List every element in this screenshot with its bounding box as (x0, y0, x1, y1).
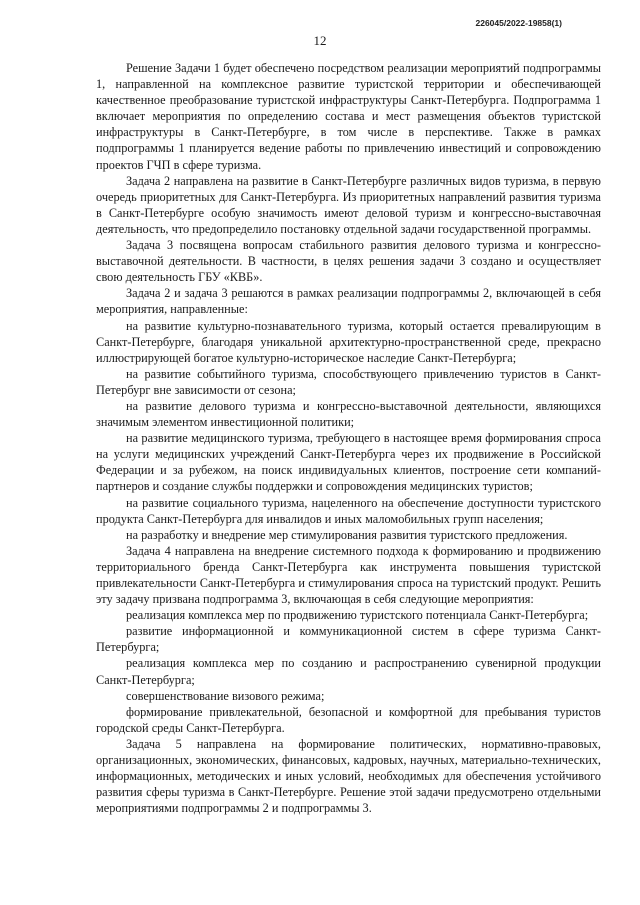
list-item: на развитие медицинского туризма, требующего в настоящее время формирования спроса на услуги медицинских учреждений Санкт-Петербурга через их продвижение в Российской Федерации и за рубежом, на поиск индивидуальных клиентов, построение сети компаний-партнеров и создание службы поддержки и сопровождения медицинских туристов; (96, 431, 601, 494)
paragraph-task-2: Задача 2 направлена на развитие в Санкт-Петербурге различных видов туризма, в первую очередь приоритетных для Санкт-Петербурга. Из приоритетных направлений развития туризма в Санкт-Петербурге особую значимость имеют деловой туризм и конгрессно-выставочная деятельность, что предопределило постановку отдельной задачи государственной программы. (96, 173, 601, 236)
paragraph-task-1: Решение Задачи 1 будет обеспечено посредством реализации мероприятий подпрограммы 1, направленной на комплексное развитие туристской территории и обеспечивающей качественное преобразование туристской инфраструктуры Санкт-Петербурга. Подпрограмма 1 включает мероприятия по определению состава и мест размещения объектов туристской инфраструктуры в Санкт-Петербурге, в том числе в перспективе. Также в рамках подпрограммы 1 планируется ведение работы по привлечению инвестиций и сопровождению проектов ГЧП в сфере туризма. (96, 61, 601, 172)
list-item: на разработку и внедрение мер стимулирования развития туристского предложения. (126, 527, 568, 542)
list-item: развитие информационной и коммуникационной систем в сфере туризма Санкт-Петербурга; (96, 624, 601, 655)
paragraph-task-5: Задача 5 направлена на формирование политических, нормативно-правовых, организационных, экономических, финансовых, кадровых, научных, материально-технических, информационных, методических и иных условий, необходимых для обеспечения устойчивого развития сферы туризма в Санкт-Петербурге. Решение этой задачи предусмотрено отдельными мероприятиями подпрограммы 2 и подпрограммы 3. (96, 736, 601, 816)
document-registration-number: 226045/2022-19858(1) (475, 18, 562, 28)
paragraph-task-3: Задача 3 посвящена вопросам стабильного развития делового туризма и конгрессно-выставочной деятельности. В частности, в целях решения задачи 3 создано и осуществляет свою деятельность ГБУ «КВБ». (96, 238, 601, 285)
list-item: на развитие культурно-познавательного туризма, который остается превалирующим в Санкт-Петербурге, благодаря уникальной архитектурно-пространственной среде, прекрасно иллюстрирующей богатое культурно-историческое наследие Санкт-Петербурга; (96, 318, 601, 365)
list-item: формирование привлекательной, безопасной и комфортной для пребывания туристов городской среды Санкт-Петербурга. (96, 704, 601, 735)
list-item: на развитие социального туризма, нацеленного на обеспечение доступности туристского продукта Санкт-Петербурга для инвалидов и иных маломобильных групп населения; (96, 495, 601, 526)
list-item: реализация комплекса мер по продвижению туристского потенциала Санкт-Петербурга; (126, 608, 589, 623)
list-item: на развитие делового туризма и конгрессно-выставочной деятельности, являющихся значимым элементом инвестиционной политики; (96, 398, 601, 430)
paragraph-task-4: Задача 4 направлена на внедрение системного подхода к формированию и продвижению территориального бренда Санкт-Петербурга как инструмента повышения туристской привлекательности Санкт-Петербурга и стимулирования спроса на туристский продукт. Решить эту задачу призвана подпрограмма 3, включающая в себя следующие мероприятия: (96, 543, 601, 607)
document-body (96, 60, 601, 816)
list-item: реализация комплекса мер по созданию и распространению сувенирной продукции Санкт-Петербурга; (96, 656, 601, 687)
page-number: 12 (313, 33, 327, 48)
paragraph-subprogram-2-intro: Задача 2 и задача 3 решаются в рамках реализации подпрограммы 2, включающей в себя мероприятия, направленные: (96, 286, 601, 317)
list-item: совершенствование визового режима; (126, 688, 325, 703)
list-item: на развитие событийного туризма, способствующего привлечению туристов в Санкт-Петербург вне зависимости от сезона; (96, 366, 601, 397)
